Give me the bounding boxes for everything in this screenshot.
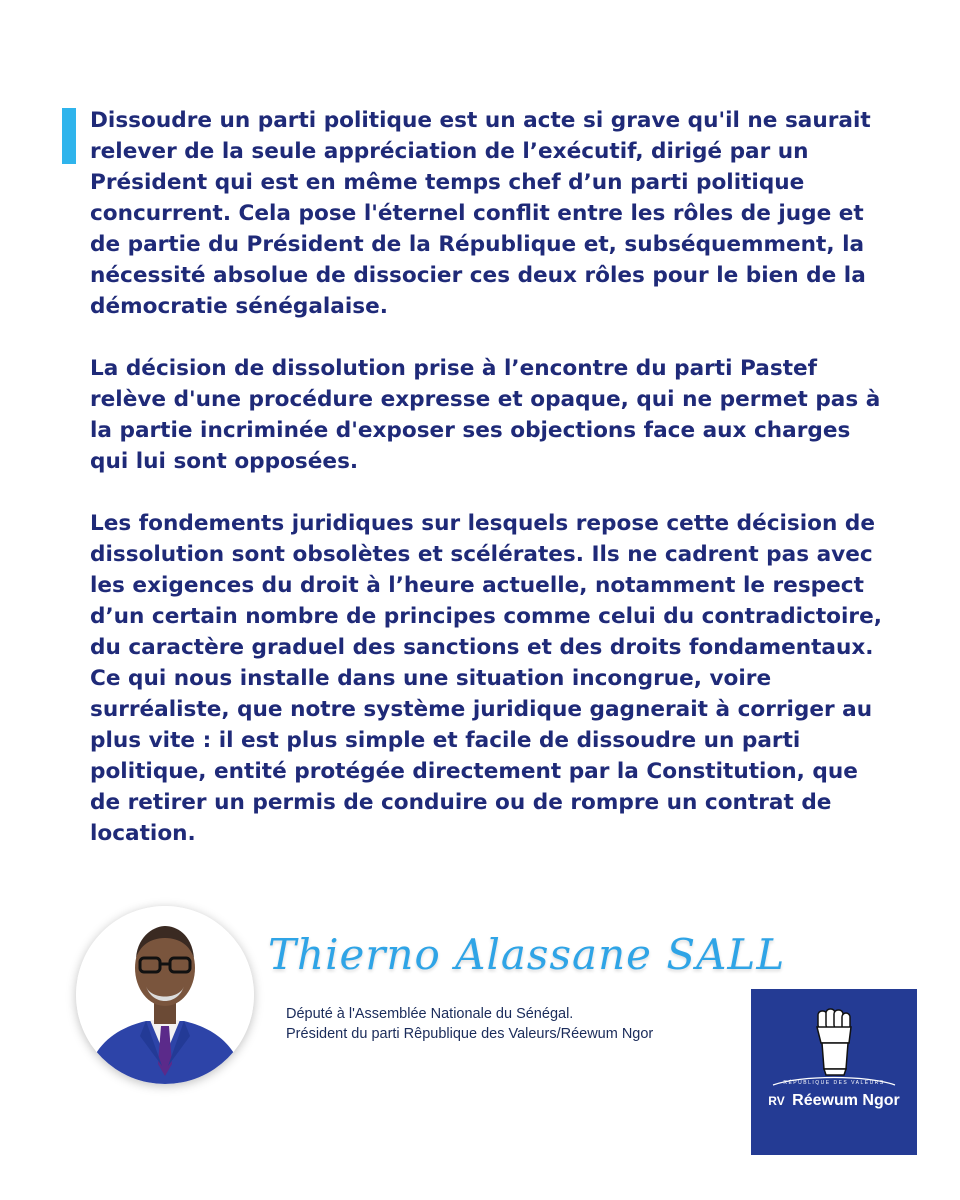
paragraph-3: Les fondements juridiques sur lesquels repose cette décision de dissolution sont obsolètes et scélérates. Ils ne cadrent pas avec les exigences du droit à l’heure actuelle, notamment le respect d’un certain nombre de principes comme celui du contradictoire, du caractère graduel des sanctions et des droits fondamentaux. Ce qui nous installe dans une situation incongrue, voire surréaliste, que notre système juridique gagnerait à corriger au plus vite : il est plus simple et facile de dissoudre un parti politique, entité protégée directement par la Constitution, que de retirer un permis de conduire ou de rompre un contrat de location. [90,511,882,846]
quote-accent-bar [62,108,76,164]
author-signature: Thierno Alassane SALL [268,930,786,979]
logo-small-text: RÉPUBLIQUE DES VALEURS [783,1080,885,1086]
paragraph-2: La décision de dissolution prise à l’encontre du parti Pastef relève d'une procédure expresse et opaque, qui ne permet pas à la partie incriminée d'exposer ses objections face aux charges qui lui sont opposées. [90,356,881,474]
paragraph-1: Dissoudre un parti politique est un acte si grave qu'il ne saurait relever de la seule appréciation de l’exécutif, dirigé par un Président qui est en même temps chef d’un parti politique concurrent. Cela pose l'éternel conflit entre les rôles de juge et de partie du Président de la République et, subséquemment, la nécessité absolue de dissocier ces deux rôles pour le bien de la démocratie sénégalaise. [90,108,871,319]
author-role [286,1004,653,1044]
author-role-line-1: Député à l'Assemblée Nationale du Sénégal. [286,1006,574,1022]
logo-name-part-1: Réewum [792,1092,858,1109]
party-logo [751,989,917,1155]
author-portrait [76,906,254,1084]
logo-mark: RV [768,1094,785,1108]
person-photo-icon [76,906,254,1084]
logo-name-part-2: Ngor [862,1092,900,1109]
author-role-line-2: Président du parti Rêpublique des Valeurs/Réewum Ngor [286,1026,654,1042]
raised-fist-icon [751,989,917,1155]
statement-body [90,105,895,880]
logo-name [751,1092,917,1110]
